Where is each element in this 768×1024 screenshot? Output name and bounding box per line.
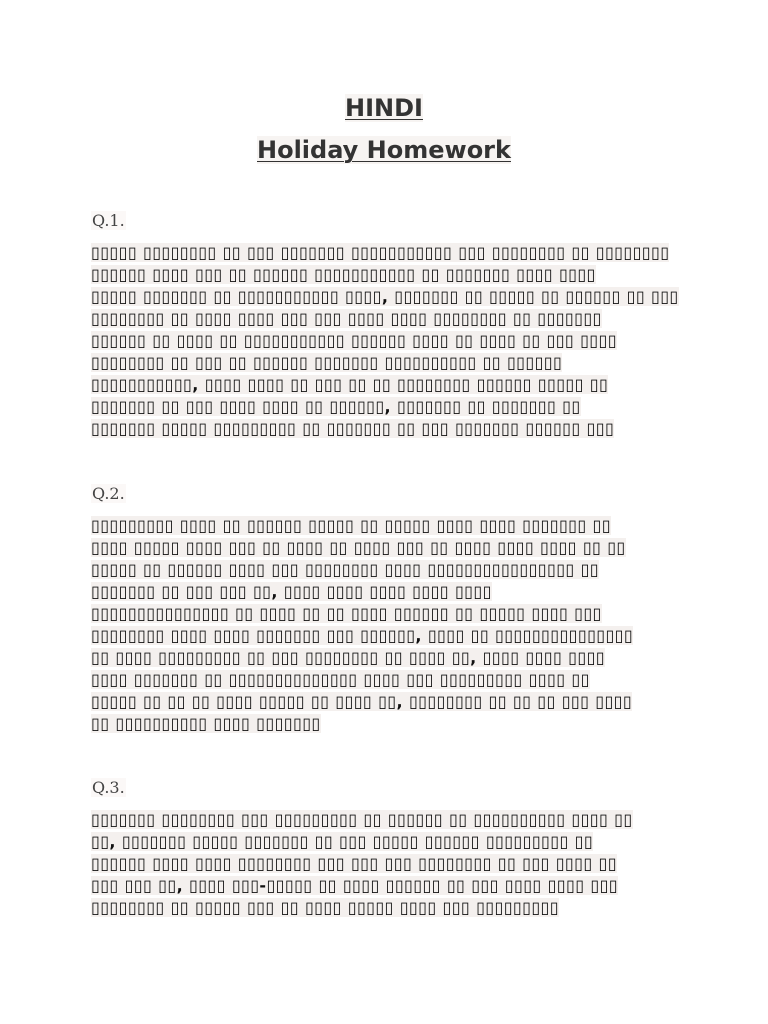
paragraph-line bbox=[91, 669, 691, 691]
paragraph-line bbox=[91, 853, 691, 875]
homework-title bbox=[0, 136, 768, 164]
question-1-label: Q.1. bbox=[92, 211, 125, 230]
paragraph-line bbox=[91, 603, 691, 625]
paragraph-line-text: ▯▯, ▯▯▯▯▯▯▯ ▯▯▯▯▯ ▯▯▯▯▯▯▯ ▯▯ ▯▯▯ ▯▯▯▯▯ ▯▯▯▯▯▯ ▯▯▯▯▯▯▯▯▯ ▯▯ bbox=[91, 832, 594, 851]
paragraph-line bbox=[91, 374, 691, 396]
subject-title bbox=[0, 94, 768, 122]
paragraph-line bbox=[91, 647, 691, 669]
question-3-paragraph bbox=[91, 809, 691, 919]
paragraph-line-text: ▯▯▯▯▯ ▯▯▯▯▯▯▯▯ ▯▯ ▯▯▯ ▯▯▯▯▯▯▯ ▯▯▯▯▯▯▯▯▯▯▯ ▯▯▯ ▯▯▯▯▯▯▯▯ ▯▯ ▯▯▯▯▯▯▯▯ bbox=[91, 243, 670, 262]
question-3-label: Q.3. bbox=[92, 778, 125, 797]
paragraph-line-text: ▯▯▯▯▯▯ ▯▯▯▯ ▯▯▯ ▯▯ ▯▯▯▯▯▯ ▯▯▯▯▯▯▯▯▯▯▯ ▯▯ ▯▯▯▯▯▯▯ ▯▯▯▯ ▯▯▯▯ bbox=[91, 265, 596, 284]
paragraph-line-text: ▯▯▯▯▯▯▯▯ ▯▯▯▯ ▯▯▯▯ ▯▯▯▯▯▯▯ ▯▯▯ ▯▯▯▯▯▯, ▯▯▯▯ ▯▯ ▯▯▯▯▯▯▯▯▯▯▯▯▯▯▯ bbox=[91, 626, 634, 645]
paragraph-line-text: ▯▯▯▯▯▯▯ ▯▯ ▯▯▯ ▯▯▯ ▯▯, ▯▯▯▯ ▯▯▯▯ ▯▯▯▯ ▯▯▯▯ ▯▯▯▯ bbox=[91, 582, 492, 601]
paragraph-line bbox=[91, 515, 691, 537]
paragraph-line-text: ▯▯ ▯▯▯▯ ▯▯▯▯▯▯▯▯▯ ▯▯ ▯▯▯ ▯▯▯▯▯▯▯▯ ▯▯ ▯▯▯▯ ▯▯, ▯▯▯▯ ▯▯▯▯ ▯▯▯▯ bbox=[91, 648, 605, 667]
paragraph-line-text: ▯▯▯▯▯▯▯▯▯ ▯▯▯▯ ▯▯ ▯▯▯▯▯▯ ▯▯▯▯▯ ▯▯ ▯▯▯▯▯ ▯▯▯▯ ▯▯▯▯ ▯▯▯▯▯▯▯ ▯▯ bbox=[91, 516, 611, 535]
paragraph-line bbox=[91, 537, 691, 559]
paragraph-line bbox=[91, 396, 691, 418]
paragraph-line-text: ▯▯▯▯ ▯▯▯▯▯▯▯ ▯▯ ▯▯▯▯▯▯▯▯▯▯▯▯▯▯ ▯▯▯▯ ▯▯▯ ▯▯▯▯▯▯▯▯▯ ▯▯▯▯ ▯▯ bbox=[91, 670, 590, 689]
paragraph-line bbox=[91, 330, 691, 352]
question-1-paragraph bbox=[91, 242, 691, 440]
paragraph-line bbox=[91, 831, 691, 853]
subject-title-text: HINDI bbox=[345, 94, 423, 122]
paragraph-line bbox=[91, 559, 691, 581]
paragraph-line-text: ▯▯▯▯▯▯▯▯ ▯▯ ▯▯▯▯▯ ▯▯▯ ▯▯ ▯▯▯▯ ▯▯▯▯▯ ▯▯▯▯ ▯▯▯ ▯▯▯▯▯▯▯▯▯ bbox=[91, 898, 559, 917]
paragraph-line-text: ▯▯▯▯▯▯ ▯▯ ▯▯▯▯ ▯▯ ▯▯▯▯▯▯▯▯▯▯▯ ▯▯▯▯▯▯ ▯▯▯▯ ▯▯ ▯▯▯▯ ▯▯ ▯▯▯ ▯▯▯▯ bbox=[91, 331, 617, 350]
paragraph-line-text: ▯▯▯ ▯▯▯ ▯▯, ▯▯▯▯ ▯▯▯-▯▯▯▯▯ ▯▯ ▯▯▯▯ ▯▯▯▯▯▯ ▯▯ ▯▯▯ ▯▯▯▯ ▯▯▯▯ ▯▯▯ bbox=[91, 876, 618, 895]
paragraph-line bbox=[91, 242, 691, 264]
paragraph-line-text: ▯▯▯▯▯▯▯▯▯▯▯, ▯▯▯▯ ▯▯▯▯ ▯▯ ▯▯▯ ▯▯ ▯▯ ▯▯▯▯▯▯▯▯ ▯▯▯▯▯▯ ▯▯▯▯▯ ▯▯ bbox=[91, 375, 609, 394]
paragraph-line bbox=[91, 418, 691, 440]
homework-title-text: Holiday Homework bbox=[257, 136, 511, 164]
paragraph-line-text: ▯▯▯▯ ▯▯▯▯▯ ▯▯▯▯ ▯▯▯ ▯▯ ▯▯▯▯ ▯▯ ▯▯▯▯ ▯▯▯ ▯▯ ▯▯▯▯ ▯▯▯▯ ▯▯▯▯ ▯▯ ▯▯ bbox=[91, 538, 626, 557]
paragraph-line-text: ▯▯▯▯▯▯▯ ▯▯ ▯▯▯ ▯▯▯▯ ▯▯▯▯ ▯▯ ▯▯▯▯▯▯, ▯▯▯▯▯▯▯ ▯▯ ▯▯▯▯▯▯▯ ▯▯ bbox=[91, 397, 581, 416]
paragraph-line-text: ▯▯▯▯▯▯ ▯▯▯▯ ▯▯▯▯ ▯▯▯▯▯▯▯▯ ▯▯▯ ▯▯▯ ▯▯▯ ▯▯▯▯▯▯▯▯ ▯▯ ▯▯▯ ▯▯▯▯ ▯▯ bbox=[91, 854, 617, 873]
paragraph-line bbox=[91, 286, 691, 308]
paragraph-line-text: ▯▯▯▯▯ ▯▯ ▯▯▯▯▯▯ ▯▯▯▯ ▯▯▯ ▯▯▯▯▯▯▯▯ ▯▯▯▯ ▯▯▯▯▯▯▯▯▯▯▯▯▯▯▯▯ ▯▯ bbox=[91, 560, 599, 579]
question-2-label: Q.2. bbox=[92, 484, 125, 503]
paragraph-line bbox=[91, 581, 691, 603]
paragraph-line-text: ▯▯▯▯▯ ▯▯▯▯▯▯▯ ▯▯ ▯▯▯▯▯▯▯▯▯▯▯ ▯▯▯▯, ▯▯▯▯▯▯▯ ▯▯ ▯▯▯▯▯ ▯▯ ▯▯▯▯▯▯ ▯▯ ▯▯▯ bbox=[91, 287, 679, 306]
paragraph-line-text: ▯▯▯▯▯▯▯▯▯▯▯▯▯▯▯ ▯▯ ▯▯▯▯ ▯▯ ▯▯ ▯▯▯▯ ▯▯▯▯▯▯ ▯▯ ▯▯▯▯▯ ▯▯▯▯ ▯▯▯ bbox=[91, 604, 602, 623]
paragraph-line bbox=[91, 625, 691, 647]
paragraph-line-text: ▯▯▯▯▯▯▯ ▯▯▯▯▯ ▯▯▯▯▯▯▯▯▯ ▯▯ ▯▯▯▯▯▯▯ ▯▯ ▯▯▯ ▯▯▯▯▯▯▯ ▯▯▯▯▯▯ ▯▯▯ bbox=[91, 419, 615, 438]
paragraph-line bbox=[91, 352, 691, 374]
paragraph-line-text: ▯▯▯▯▯▯▯▯ ▯▯ ▯▯▯▯ ▯▯▯▯ ▯▯▯ ▯▯▯ ▯▯▯▯ ▯▯▯▯ ▯▯▯▯▯▯▯▯ ▯▯ ▯▯▯▯▯▯▯ bbox=[91, 309, 602, 328]
paragraph-line-text: ▯▯▯▯▯▯▯▯ ▯▯ ▯▯▯ ▯▯ ▯▯▯▯▯▯ ▯▯▯▯▯▯▯ ▯▯▯▯▯▯▯▯▯▯ ▯▯ ▯▯▯▯▯▯ bbox=[91, 353, 563, 372]
paragraph-line-text: ▯▯ ▯▯▯▯▯▯▯▯▯▯ ▯▯▯▯ ▯▯▯▯▯▯▯ bbox=[91, 714, 321, 733]
question-2-paragraph bbox=[91, 515, 691, 735]
paragraph-line bbox=[91, 264, 691, 286]
paragraph-line bbox=[91, 308, 691, 330]
paragraph-line-text: ▯▯▯▯▯▯▯ ▯▯▯▯▯▯▯▯ ▯▯▯ ▯▯▯▯▯▯▯▯▯ ▯▯ ▯▯▯▯▯▯ ▯▯ ▯▯▯▯▯▯▯▯▯▯ ▯▯▯▯ ▯▯ bbox=[91, 810, 633, 829]
paragraph-line bbox=[91, 897, 691, 919]
paragraph-line bbox=[91, 691, 691, 713]
paragraph-line bbox=[91, 809, 691, 831]
paragraph-line bbox=[91, 875, 691, 897]
paragraph-line-text: ▯▯▯▯▯ ▯▯ ▯▯ ▯▯ ▯▯▯▯ ▯▯▯▯▯ ▯▯ ▯▯▯▯ ▯▯, ▯▯▯▯▯▯▯▯ ▯▯ ▯▯ ▯▯ ▯▯▯ ▯▯▯▯ bbox=[91, 692, 633, 711]
paragraph-line bbox=[91, 713, 691, 735]
